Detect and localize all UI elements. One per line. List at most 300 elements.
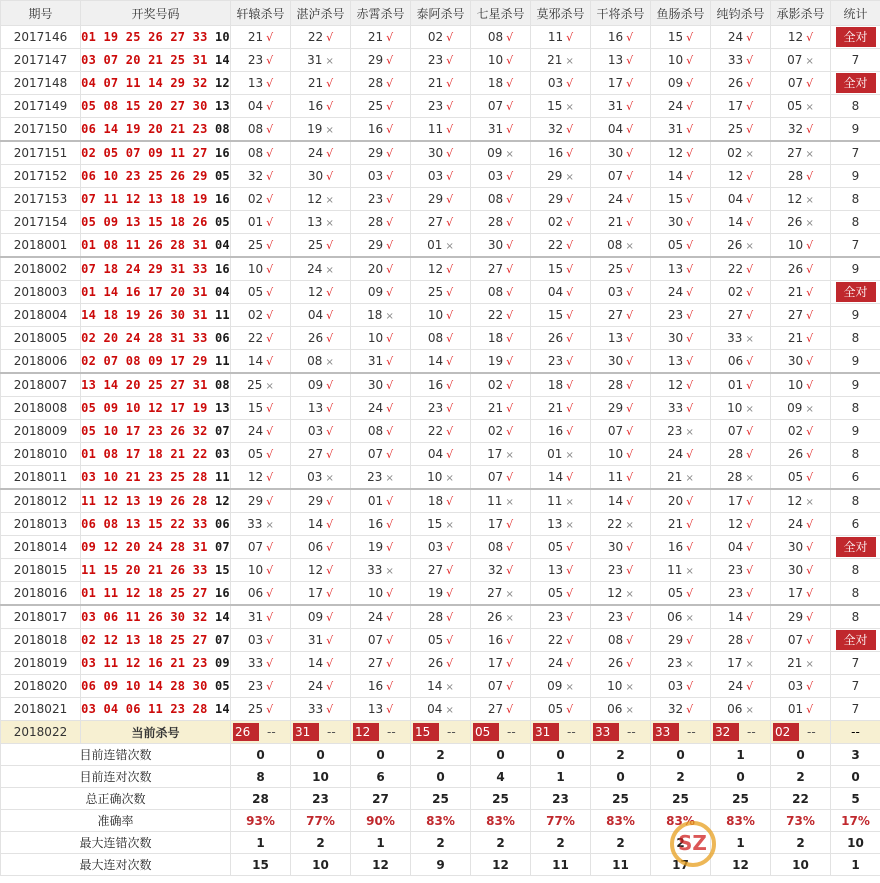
kill-cell (231, 582, 291, 606)
kill-number: 29 (547, 192, 564, 206)
kill-number: 11 (667, 563, 683, 577)
correct-mark-icon: √ (506, 263, 514, 276)
current-kill-number: 31 (533, 723, 559, 741)
kill-cell (411, 675, 471, 698)
correct-mark-icon: √ (806, 170, 814, 183)
kill-number: 25 (247, 378, 263, 392)
correct-mark-icon: √ (266, 100, 274, 113)
correct-mark-icon: √ (266, 355, 274, 368)
kill-cell (231, 304, 291, 327)
correct-mark-icon: √ (686, 587, 694, 600)
kill-cell (651, 536, 711, 559)
kill-number: 14 (667, 169, 684, 183)
kill-cell (411, 420, 471, 443)
correct-mark-icon: √ (806, 564, 814, 577)
red-ball-number: 09 (81, 540, 97, 554)
kill-number: 21 (667, 517, 684, 531)
kill-cell (531, 443, 591, 466)
red-ball-number: 01 (81, 285, 97, 299)
kill-cell (771, 327, 831, 350)
kill-cell (591, 165, 651, 188)
red-ball-number: 08 (103, 517, 119, 531)
correct-mark-icon: √ (746, 77, 754, 90)
total-cell: 7 (831, 141, 880, 165)
correct-mark-icon: √ (746, 448, 754, 461)
stats-label: 最大连对次数 (1, 854, 231, 876)
red-ball-number: 11 (125, 76, 141, 90)
kill-number: 32 (487, 563, 504, 577)
current-kill-cell (231, 721, 291, 744)
kill-number: 01 (367, 494, 384, 508)
total-cell (831, 281, 880, 304)
draw-numbers-cell (81, 188, 231, 211)
red-ball-number: 25 (170, 53, 186, 67)
red-ball-number: 27 (192, 586, 208, 600)
stats-value: 12 (711, 854, 771, 876)
correct-mark-icon: √ (506, 170, 514, 183)
kill-number: 30 (787, 563, 804, 577)
kill-number: 16 (667, 540, 684, 554)
draw-numbers-cell (81, 118, 231, 142)
kill-number: 27 (427, 215, 444, 229)
kill-cell (351, 629, 411, 652)
red-ball-number: 11 (81, 494, 97, 508)
draw-numbers-cell (81, 559, 231, 582)
table-row (1, 26, 880, 49)
kill-number: 28 (727, 447, 744, 461)
kill-cell (291, 397, 351, 420)
total-cell: 9 (831, 420, 880, 443)
kill-cell (471, 165, 531, 188)
correct-mark-icon: √ (266, 564, 274, 577)
kill-cell (531, 304, 591, 327)
wrong-mark-icon: × (505, 450, 514, 461)
kill-cell (351, 536, 411, 559)
stats-label: 目前连对次数 (1, 766, 231, 788)
wrong-mark-icon: × (805, 56, 814, 67)
draw-numbers-cell (81, 605, 231, 629)
kill-cell (351, 118, 411, 142)
draw-numbers-cell (81, 629, 231, 652)
stats-value: 2 (291, 832, 351, 854)
total-cell: 8 (831, 397, 880, 420)
kill-number: 12 (727, 517, 744, 531)
correct-mark-icon: √ (446, 100, 454, 113)
kill-cell (531, 165, 591, 188)
red-ball-number: 09 (103, 679, 119, 693)
correct-mark-icon: √ (686, 77, 694, 90)
current-kill-cell (771, 721, 831, 744)
issue-cell: 2017149 (1, 95, 81, 118)
red-ball-number: 04 (81, 76, 97, 90)
kill-cell (531, 605, 591, 629)
correct-mark-icon: √ (326, 286, 334, 299)
correct-mark-icon: √ (566, 123, 574, 136)
stats-label: 最大连错次数 (1, 832, 231, 854)
wrong-mark-icon: × (445, 705, 454, 716)
stats-value: 15 (231, 854, 291, 876)
kill-number: 30 (607, 540, 624, 554)
kill-cell (231, 489, 291, 513)
correct-mark-icon: √ (506, 193, 514, 206)
wrong-mark-icon: × (565, 497, 574, 508)
kill-number: 33 (667, 401, 684, 415)
red-ball-number: 31 (192, 378, 208, 392)
draw-numbers-cell (81, 257, 231, 281)
kill-number: 23 (667, 308, 684, 322)
kill-number: 14 (547, 470, 564, 484)
red-ball-number: 12 (103, 633, 119, 647)
current-kill-number: 33 (593, 723, 619, 741)
header-kill-chengying: 承影杀号 (771, 1, 831, 26)
correct-mark-icon: √ (566, 31, 574, 44)
correct-mark-icon: √ (806, 541, 814, 554)
issue-cell: 2018010 (1, 443, 81, 466)
correct-mark-icon: √ (566, 541, 574, 554)
kill-cell (231, 141, 291, 165)
wrong-mark-icon: × (505, 589, 514, 600)
kill-cell (471, 141, 531, 165)
stats-value: 73% (771, 810, 831, 832)
red-ball-number: 18 (148, 447, 163, 461)
total-cell (831, 536, 880, 559)
kill-number: 30 (607, 354, 624, 368)
correct-mark-icon: √ (806, 379, 814, 392)
correct-mark-icon: √ (626, 495, 634, 508)
kill-number: 27 (487, 702, 504, 716)
kill-number: 21 (787, 331, 804, 345)
wrong-mark-icon: × (445, 682, 454, 693)
kill-cell (531, 373, 591, 397)
kill-cell (351, 49, 411, 72)
correct-mark-icon: √ (326, 564, 334, 577)
correct-mark-icon: √ (266, 286, 274, 299)
kill-number: 07 (367, 633, 384, 647)
correct-mark-icon: √ (506, 564, 514, 577)
total-cell: 8 (831, 95, 880, 118)
kill-number: 28 (367, 215, 384, 229)
kill-cell (531, 489, 591, 513)
correct-mark-icon: √ (686, 147, 694, 160)
red-ball-number: 25 (148, 378, 163, 392)
kill-number: 25 (247, 238, 264, 252)
red-ball-number: 32 (192, 76, 208, 90)
red-ball-number: 23 (148, 470, 163, 484)
kill-cell (411, 234, 471, 258)
kill-cell (411, 49, 471, 72)
kill-number: 16 (367, 679, 384, 693)
red-ball-number: 02 (81, 146, 97, 160)
red-ball-number: 03 (81, 610, 97, 624)
red-ball-number: 18 (103, 262, 119, 276)
kill-cell (711, 141, 771, 165)
kill-cell (291, 513, 351, 536)
draw-numbers-cell (81, 466, 231, 490)
stats-value: 83% (711, 810, 771, 832)
red-ball-number: 17 (148, 285, 163, 299)
kill-cell (651, 629, 711, 652)
red-ball-number: 19 (125, 122, 141, 136)
kill-cell (531, 513, 591, 536)
kill-cell (711, 559, 771, 582)
correct-mark-icon: √ (566, 587, 574, 600)
kill-number: 12 (307, 285, 324, 299)
total-cell: 9 (831, 373, 880, 397)
red-ball-number: 17 (170, 354, 186, 368)
red-ball-number: 29 (192, 354, 208, 368)
correct-mark-icon: √ (566, 193, 574, 206)
kill-cell (231, 466, 291, 490)
kill-cell (291, 95, 351, 118)
kill-number: 16 (307, 99, 324, 113)
kill-number: 10 (727, 401, 743, 415)
table-row (1, 397, 880, 420)
red-ball-number: 09 (148, 146, 163, 160)
correct-mark-icon: √ (806, 332, 814, 345)
kill-number: 12 (427, 262, 444, 276)
correct-mark-icon: √ (446, 657, 454, 670)
correct-mark-icon: √ (266, 402, 274, 415)
total-cell: 7 (831, 652, 880, 675)
wrong-mark-icon: × (745, 404, 754, 415)
kill-number: 27 (487, 586, 503, 600)
issue-cell: 2018021 (1, 698, 81, 721)
kill-cell (471, 95, 531, 118)
kill-cell (711, 443, 771, 466)
kill-number: 28 (787, 169, 804, 183)
correct-mark-icon: √ (806, 263, 814, 276)
correct-mark-icon: √ (446, 425, 454, 438)
current-kill-number: 02 (773, 723, 799, 741)
kill-number: 03 (247, 633, 264, 647)
kill-cell (651, 698, 711, 721)
kill-cell (591, 420, 651, 443)
kill-cell (411, 26, 471, 49)
kill-cell (231, 257, 291, 281)
correct-mark-icon: √ (326, 634, 334, 647)
stats-value: 77% (291, 810, 351, 832)
kill-number: 31 (367, 354, 384, 368)
current-kill-row (1, 721, 880, 744)
correct-mark-icon: √ (386, 541, 394, 554)
total-cell: 8 (831, 327, 880, 350)
kill-number: 30 (307, 169, 324, 183)
stats-value: 1 (351, 832, 411, 854)
wrong-mark-icon: × (265, 381, 274, 392)
kill-number: 13 (367, 702, 384, 716)
table-row (1, 350, 880, 374)
pending-dash: -- (627, 725, 636, 739)
kill-number: 14 (307, 656, 324, 670)
correct-mark-icon: √ (266, 332, 274, 345)
kill-number: 10 (367, 586, 384, 600)
blue-ball-number: 05 (214, 679, 230, 693)
correct-mark-icon: √ (806, 703, 814, 716)
red-ball-number: 26 (192, 215, 208, 229)
correct-mark-icon: √ (386, 263, 394, 276)
kill-cell (771, 118, 831, 142)
wrong-mark-icon: × (325, 357, 334, 368)
current-kill-cell (351, 721, 411, 744)
wrong-mark-icon: × (325, 125, 334, 136)
correct-mark-icon: √ (806, 448, 814, 461)
red-ball-number: 05 (81, 215, 97, 229)
correct-mark-icon: √ (566, 309, 574, 322)
correct-mark-icon: √ (386, 31, 394, 44)
correct-mark-icon: √ (626, 123, 634, 136)
kill-cell (711, 188, 771, 211)
kill-cell (351, 675, 411, 698)
red-ball-number: 12 (125, 656, 141, 670)
wrong-mark-icon: × (265, 520, 274, 531)
kill-cell (411, 141, 471, 165)
correct-mark-icon: √ (626, 100, 634, 113)
stats-total: 1 (831, 854, 880, 876)
kill-number: 30 (787, 354, 804, 368)
table-row (1, 281, 880, 304)
kill-cell (531, 211, 591, 234)
kill-number: 11 (547, 494, 563, 508)
stats-value: 10 (291, 854, 351, 876)
stats-value: 0 (291, 744, 351, 766)
kill-number: 09 (787, 401, 803, 415)
blue-ball-number: 08 (214, 378, 230, 392)
kill-number: 11 (547, 30, 564, 44)
table-row (1, 141, 880, 165)
kill-number: 10 (247, 563, 264, 577)
kill-number: 06 (727, 702, 743, 716)
kill-cell (651, 141, 711, 165)
kill-cell (651, 234, 711, 258)
kill-number: 06 (307, 540, 324, 554)
kill-cell (231, 118, 291, 142)
kill-number: 10 (487, 53, 504, 67)
correct-mark-icon: √ (446, 355, 454, 368)
red-ball-number: 07 (103, 76, 119, 90)
wrong-mark-icon: × (505, 149, 514, 160)
correct-mark-icon: √ (386, 402, 394, 415)
table-row (1, 536, 880, 559)
kill-number: 17 (487, 656, 504, 670)
kill-number: 27 (727, 308, 744, 322)
kill-number: 07 (787, 53, 803, 67)
kill-cell (231, 95, 291, 118)
kill-number: 24 (247, 424, 264, 438)
red-ball-number: 30 (192, 679, 208, 693)
kill-number: 22 (487, 308, 504, 322)
kill-number: 15 (547, 308, 564, 322)
correct-mark-icon: √ (326, 587, 334, 600)
kill-number: 08 (487, 192, 504, 206)
red-ball-number: 21 (170, 122, 186, 136)
kill-cell (471, 350, 531, 374)
kill-cell (231, 281, 291, 304)
correct-mark-icon: √ (446, 147, 454, 160)
correct-mark-icon: √ (446, 170, 454, 183)
kill-cell (531, 49, 591, 72)
total-cell: 6 (831, 466, 880, 490)
stats-value: 2 (771, 766, 831, 788)
kill-number: 33 (307, 702, 324, 716)
kill-number: 10 (427, 308, 444, 322)
correct-mark-icon: √ (506, 286, 514, 299)
correct-mark-icon: √ (806, 239, 814, 252)
blue-ball-number: 03 (214, 447, 230, 461)
correct-mark-icon: √ (746, 100, 754, 113)
table-row (1, 211, 880, 234)
wrong-mark-icon: × (745, 659, 754, 670)
kill-cell (471, 327, 531, 350)
wrong-mark-icon: × (565, 520, 574, 531)
kill-cell (711, 49, 771, 72)
kill-number: 31 (487, 122, 504, 136)
correct-mark-icon: √ (506, 634, 514, 647)
correct-mark-icon: √ (626, 448, 634, 461)
stats-value: 27 (351, 788, 411, 810)
kill-cell (591, 466, 651, 490)
wrong-mark-icon: × (385, 473, 394, 484)
kill-cell (771, 397, 831, 420)
red-ball-number: 12 (103, 540, 119, 554)
correct-mark-icon: √ (686, 123, 694, 136)
red-ball-number: 08 (103, 447, 119, 461)
correct-mark-icon: √ (806, 611, 814, 624)
correct-mark-icon: √ (686, 634, 694, 647)
kill-cell (231, 211, 291, 234)
kill-number: 03 (367, 169, 384, 183)
kill-number: 16 (547, 424, 564, 438)
kill-number: 20 (367, 262, 384, 276)
correct-mark-icon: √ (806, 634, 814, 647)
kill-cell (531, 26, 591, 49)
red-ball-number: 17 (170, 401, 186, 415)
correct-mark-icon: √ (806, 425, 814, 438)
correct-mark-icon: √ (626, 54, 634, 67)
draw-numbers-cell (81, 304, 231, 327)
table-row (1, 234, 880, 258)
kill-number: 07 (367, 447, 384, 461)
total-cell: 8 (831, 605, 880, 629)
kill-number: 08 (367, 424, 384, 438)
stats-value: 25 (411, 788, 471, 810)
table-row (1, 49, 880, 72)
kill-cell (411, 466, 471, 490)
header-row (1, 1, 880, 26)
kill-cell (411, 443, 471, 466)
kill-cell (291, 211, 351, 234)
total-cell: 9 (831, 165, 880, 188)
correct-mark-icon: √ (506, 541, 514, 554)
correct-mark-icon: √ (806, 471, 814, 484)
correct-mark-icon: √ (626, 193, 634, 206)
stats-value: 6 (351, 766, 411, 788)
kill-cell (771, 536, 831, 559)
correct-mark-icon: √ (326, 541, 334, 554)
pending-dash: -- (387, 725, 396, 739)
kill-number: 23 (247, 53, 264, 67)
red-ball-number: 06 (81, 169, 97, 183)
red-ball-number: 18 (170, 192, 186, 206)
kill-cell (651, 652, 711, 675)
correct-mark-icon: √ (506, 518, 514, 531)
correct-mark-icon: √ (266, 309, 274, 322)
correct-mark-icon: √ (746, 634, 754, 647)
correct-mark-icon: √ (446, 564, 454, 577)
kill-cell (471, 211, 531, 234)
red-ball-number: 10 (103, 169, 119, 183)
red-ball-number: 12 (148, 401, 163, 415)
kill-cell (411, 582, 471, 606)
